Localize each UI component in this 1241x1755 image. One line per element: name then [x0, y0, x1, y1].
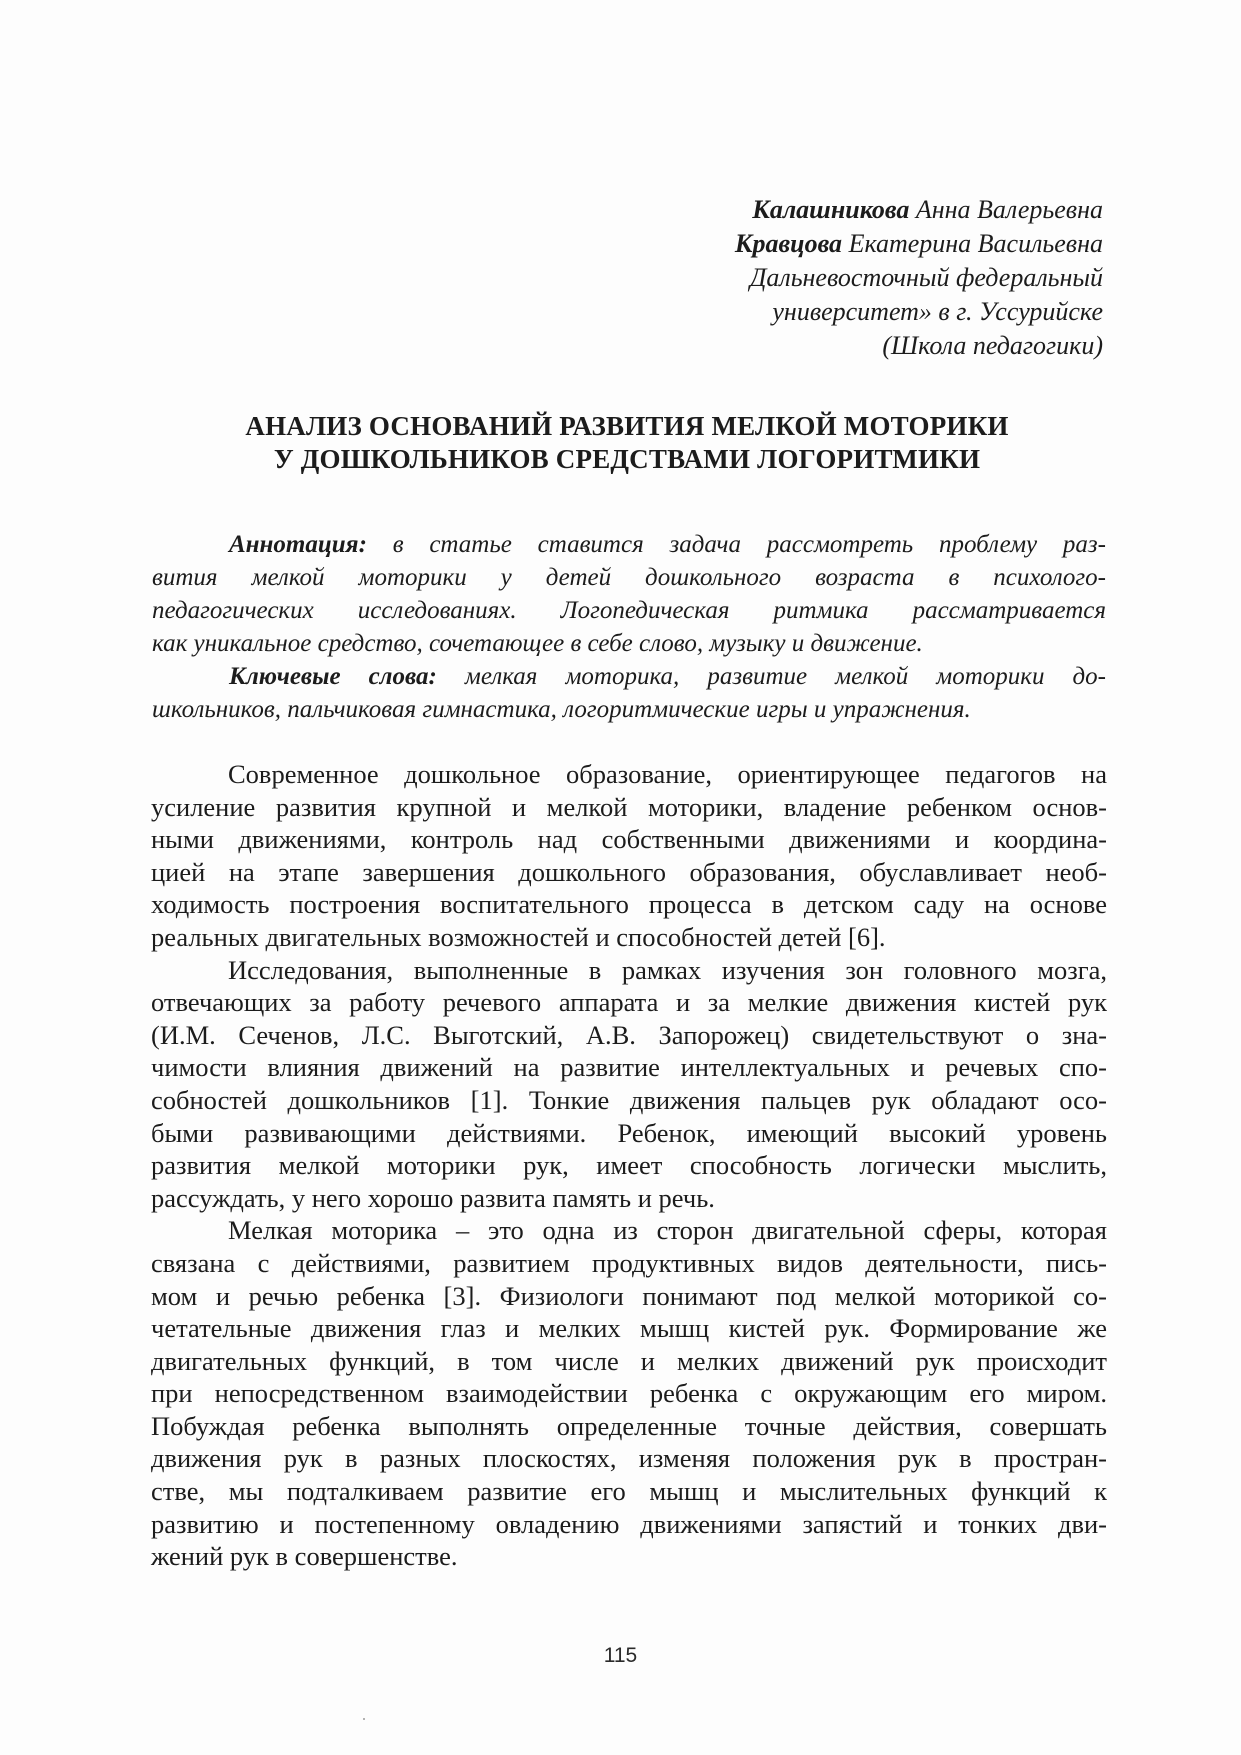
article-body — [151, 758, 1107, 1573]
author-2-name: Екатерина Васильевна — [848, 229, 1103, 258]
body-line: отвечающих за работу речевого аппарата и за мелкие движения кистей рук — [151, 987, 1107, 1018]
body-line: мом и речью ребенка [3]. Физиологи понимают под мелкой моторикой со- — [151, 1280, 1107, 1311]
body-line: Исследования, выполненные в рамках изучения зон головного мозга, — [228, 954, 1107, 985]
keywords-label: Ключевые слова: — [229, 663, 437, 690]
body-line: Побуждая ребенка выполнять определенные точные действия, совершать — [151, 1410, 1107, 1441]
keywords-line: школьников, пальчиковая гимнастика, логоритмические игры и упражнения. — [152, 696, 971, 723]
abstract-first-line-text: в статье ставится задача рассмотреть проблему раз- — [392, 531, 1106, 558]
body-paragraph-3 — [151, 1214, 1107, 1573]
author-1-surname: Калашникова — [752, 195, 910, 224]
body-line: чимости влияния движений на развитие интеллектуальных и речевых спо- — [151, 1052, 1107, 1083]
abstract-line: педагогических исследованиях. Логопедическая ритмика рассматривается — [152, 597, 1106, 624]
body-line: цией на этапе завершения дошкольного образования, обуславливает необ- — [151, 856, 1107, 887]
body-paragraph-1 — [151, 758, 1107, 954]
body-line: (И.М. Сеченов, Л.С. Выготский, А.В. Запорожец) свидетельствуют о зна- — [151, 1019, 1107, 1050]
body-line: усиление развития крупной и мелкой моторики, владение ребенком основ- — [151, 791, 1107, 822]
body-line: при непосредственном взаимодействии ребенка с окружающим его миром. — [151, 1378, 1107, 1409]
body-line: развитию и постепенному овладению движениями запястий и тонких дви- — [151, 1508, 1107, 1539]
article-title — [150, 410, 1104, 476]
affiliation-line: университет» в г. Уссурийске — [772, 297, 1103, 326]
abstract-label: Аннотация: — [229, 531, 367, 558]
page-number: 115 — [603, 1644, 638, 1667]
body-line: движения рук в разных плоскостях, изменяя положения рук в простран- — [151, 1443, 1107, 1474]
scan-artifact-dot — [363, 1718, 365, 1720]
body-line: двигательных функций, в том числе и мелких движений рук происходит — [151, 1345, 1107, 1376]
body-line: жений рук в совершенстве. — [151, 1541, 458, 1572]
affiliation-line: (Школа педагогики) — [882, 331, 1103, 360]
abstract-paragraph — [152, 528, 1106, 660]
keywords-paragraph — [152, 660, 1106, 726]
abstract-line: вития мелкой моторики у детей дошкольного возраста в психолого- — [152, 564, 1106, 591]
abstract-line — [152, 528, 1106, 561]
body-line: быми развивающими действиями. Ребенок, имеющий высокий уровень — [151, 1117, 1107, 1148]
body-paragraph-2 — [151, 954, 1107, 1215]
body-line: Мелкая моторика – это одна из сторон двигательной сферы, которая — [228, 1215, 1107, 1246]
body-line: ными движениями, контроль над собственными движениями и координа- — [151, 824, 1107, 855]
body-line: четательные движения глаз и мелких мышц кистей рук. Формирование же — [151, 1313, 1107, 1344]
author-2-surname: Кравцова — [734, 229, 843, 258]
body-line: собностей дошкольников [1]. Тонкие движения пальцев рук обладают осо- — [151, 1084, 1107, 1115]
body-line: стве, мы подталкиваем развитие его мышц и мыслительных функций к — [151, 1476, 1107, 1507]
body-line: связана с действиями, развитием продуктивных видов деятельности, пись- — [151, 1247, 1107, 1278]
author-line-2 — [403, 227, 1103, 261]
keywords-first-line-text: мелкая моторика, развитие мелкой моторики до- — [464, 663, 1106, 690]
title-line: АНАЛИЗ ОСНОВАНИЙ РАЗВИТИЯ МЕЛКОЙ МОТОРИКИ — [245, 411, 1009, 441]
abstract-line: как уникальное средство, сочетающее в себе слово, музыку и движение. — [152, 630, 923, 657]
body-line: Современное дошкольное образование, ориентирующее педагогов на — [228, 759, 1107, 789]
author-line-1 — [403, 193, 1103, 227]
body-line: развития мелкой моторики рук, имеет способность логически мыслить, — [151, 1150, 1107, 1181]
abstract-block — [152, 528, 1106, 726]
title-line: У ДОШКОЛЬНИКОВ СРЕДСТВАМИ ЛОГОРИТМИКИ — [273, 444, 981, 474]
body-line: рассуждать, у него хорошо развита память и речь. — [151, 1182, 715, 1213]
author-1-name: Анна Валерьевна — [915, 195, 1103, 224]
keywords-line — [152, 660, 1106, 693]
body-line: ходимость построения воспитательного процесса в детском саду на основе — [151, 889, 1107, 920]
author-block — [403, 193, 1103, 363]
body-line: реальных двигательных возможностей и способностей детей [6]. — [151, 921, 886, 952]
affiliation-line: Дальневосточный федеральный — [749, 263, 1103, 292]
